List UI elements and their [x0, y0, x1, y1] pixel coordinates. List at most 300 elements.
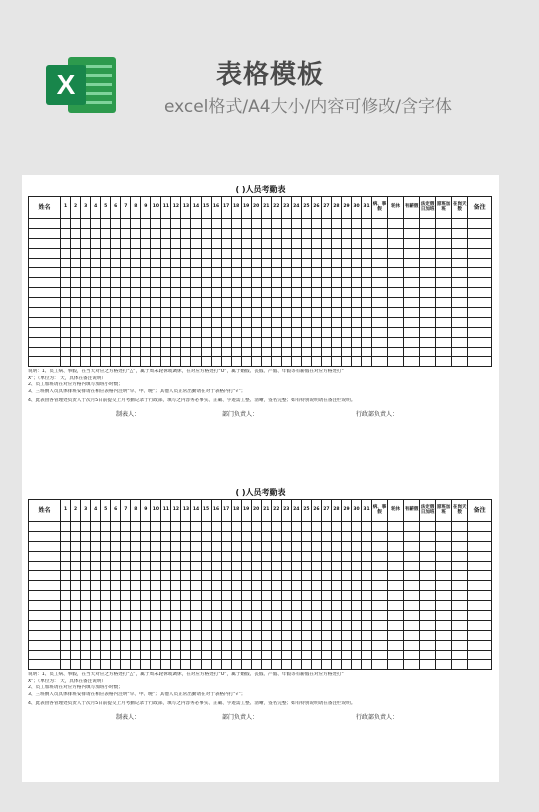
table-cell[interactable]	[241, 288, 251, 298]
table-cell[interactable]	[362, 522, 372, 532]
table-cell[interactable]	[211, 541, 221, 551]
table-cell[interactable]	[281, 357, 291, 367]
table-cell[interactable]	[301, 611, 311, 621]
table-cell[interactable]	[111, 327, 121, 337]
table-cell[interactable]	[141, 327, 151, 337]
table-cell[interactable]	[311, 522, 321, 532]
table-cell[interactable]	[321, 561, 331, 571]
table-cell[interactable]	[291, 347, 301, 357]
table-cell[interactable]	[436, 541, 452, 551]
table-cell[interactable]	[372, 650, 388, 660]
table-cell[interactable]	[111, 347, 121, 357]
table-cell[interactable]	[221, 660, 231, 670]
table-cell[interactable]	[171, 248, 181, 258]
table-cell[interactable]	[221, 551, 231, 561]
table-cell[interactable]	[101, 248, 111, 258]
table-cell[interactable]	[241, 611, 251, 621]
table-cell[interactable]	[436, 347, 452, 357]
table-cell[interactable]	[404, 522, 420, 532]
table-cell[interactable]	[191, 531, 201, 541]
table-cell[interactable]	[101, 650, 111, 660]
table-cell[interactable]	[291, 620, 301, 630]
table-cell[interactable]	[151, 228, 161, 238]
table-cell[interactable]	[452, 298, 468, 308]
table-cell[interactable]	[341, 591, 351, 601]
table-cell[interactable]	[351, 337, 361, 347]
table-cell[interactable]	[321, 258, 331, 268]
table-cell[interactable]	[61, 551, 71, 561]
table-cell[interactable]	[436, 551, 452, 561]
table-cell[interactable]	[351, 308, 361, 318]
table-cell[interactable]	[141, 228, 151, 238]
table-cell[interactable]	[81, 337, 91, 347]
table-cell[interactable]	[231, 522, 241, 532]
table-cell[interactable]	[362, 317, 372, 327]
table-cell[interactable]	[71, 522, 81, 532]
table-cell[interactable]	[271, 561, 281, 571]
table-cell[interactable]	[121, 620, 131, 630]
table-cell[interactable]	[271, 611, 281, 621]
table-cell[interactable]	[321, 630, 331, 640]
table-cell[interactable]	[211, 347, 221, 357]
table-cell[interactable]	[301, 531, 311, 541]
table-cell[interactable]	[221, 650, 231, 660]
table-cell[interactable]	[191, 561, 201, 571]
table-cell[interactable]	[61, 219, 71, 229]
table-cell[interactable]	[181, 611, 191, 621]
table-cell[interactable]	[151, 531, 161, 541]
table-cell[interactable]	[281, 268, 291, 278]
table-cell[interactable]	[468, 541, 492, 551]
table-cell[interactable]	[241, 591, 251, 601]
table-cell[interactable]	[261, 611, 271, 621]
table-cell[interactable]	[420, 317, 436, 327]
table-cell[interactable]	[261, 248, 271, 258]
table-cell[interactable]	[29, 571, 61, 581]
table-cell[interactable]	[151, 551, 161, 561]
table-cell[interactable]	[91, 531, 101, 541]
table-cell[interactable]	[341, 248, 351, 258]
table-cell[interactable]	[388, 288, 404, 298]
table-cell[interactable]	[362, 278, 372, 288]
table-cell[interactable]	[362, 531, 372, 541]
table-cell[interactable]	[61, 347, 71, 357]
table-cell[interactable]	[241, 650, 251, 660]
table-cell[interactable]	[29, 337, 61, 347]
table-cell[interactable]	[301, 278, 311, 288]
table-cell[interactable]	[71, 660, 81, 670]
table-cell[interactable]	[191, 298, 201, 308]
table-cell[interactable]	[341, 541, 351, 551]
table-cell[interactable]	[372, 531, 388, 541]
table-cell[interactable]	[161, 650, 171, 660]
table-cell[interactable]	[362, 620, 372, 630]
table-cell[interactable]	[331, 551, 341, 561]
table-cell[interactable]	[452, 601, 468, 611]
table-cell[interactable]	[271, 620, 281, 630]
table-cell[interactable]	[388, 337, 404, 347]
table-cell[interactable]	[372, 660, 388, 670]
table-cell[interactable]	[61, 531, 71, 541]
table-cell[interactable]	[101, 531, 111, 541]
table-cell[interactable]	[151, 268, 161, 278]
table-cell[interactable]	[372, 357, 388, 367]
table-cell[interactable]	[420, 228, 436, 238]
table-cell[interactable]	[71, 531, 81, 541]
table-cell[interactable]	[131, 288, 141, 298]
table-cell[interactable]	[161, 630, 171, 640]
table-cell[interactable]	[362, 601, 372, 611]
table-cell[interactable]	[341, 228, 351, 238]
table-cell[interactable]	[251, 620, 261, 630]
table-cell[interactable]	[81, 630, 91, 640]
table-cell[interactable]	[420, 581, 436, 591]
table-cell[interactable]	[311, 611, 321, 621]
table-cell[interactable]	[181, 650, 191, 660]
table-cell[interactable]	[261, 571, 271, 581]
table-cell[interactable]	[101, 522, 111, 532]
table-cell[interactable]	[91, 238, 101, 248]
table-cell[interactable]	[211, 650, 221, 660]
table-cell[interactable]	[341, 308, 351, 318]
table-cell[interactable]	[141, 561, 151, 571]
table-cell[interactable]	[131, 601, 141, 611]
table-cell[interactable]	[121, 591, 131, 601]
table-cell[interactable]	[281, 278, 291, 288]
table-cell[interactable]	[388, 640, 404, 650]
table-cell[interactable]	[81, 660, 91, 670]
table-cell[interactable]	[191, 347, 201, 357]
table-cell[interactable]	[388, 522, 404, 532]
table-cell[interactable]	[436, 531, 452, 541]
table-cell[interactable]	[131, 591, 141, 601]
table-cell[interactable]	[241, 561, 251, 571]
table-cell[interactable]	[362, 611, 372, 621]
table-cell[interactable]	[341, 357, 351, 367]
table-cell[interactable]	[436, 650, 452, 660]
table-cell[interactable]	[251, 650, 261, 660]
table-cell[interactable]	[191, 571, 201, 581]
table-cell[interactable]	[452, 228, 468, 238]
table-cell[interactable]	[351, 620, 361, 630]
table-cell[interactable]	[101, 228, 111, 238]
table-cell[interactable]	[191, 228, 201, 238]
table-cell[interactable]	[141, 601, 151, 611]
table-cell[interactable]	[362, 630, 372, 640]
table-cell[interactable]	[251, 347, 261, 357]
table-cell[interactable]	[436, 561, 452, 571]
table-cell[interactable]	[301, 541, 311, 551]
table-cell[interactable]	[468, 620, 492, 630]
table-cell[interactable]	[261, 601, 271, 611]
table-cell[interactable]	[81, 650, 91, 660]
table-cell[interactable]	[151, 278, 161, 288]
table-cell[interactable]	[71, 571, 81, 581]
table-cell[interactable]	[351, 561, 361, 571]
table-cell[interactable]	[404, 601, 420, 611]
table-cell[interactable]	[181, 308, 191, 318]
table-cell[interactable]	[171, 219, 181, 229]
table-cell[interactable]	[291, 611, 301, 621]
table-cell[interactable]	[271, 541, 281, 551]
table-cell[interactable]	[231, 581, 241, 591]
table-cell[interactable]	[311, 298, 321, 308]
table-cell[interactable]	[131, 219, 141, 229]
table-cell[interactable]	[91, 298, 101, 308]
table-cell[interactable]	[261, 258, 271, 268]
table-cell[interactable]	[261, 630, 271, 640]
table-cell[interactable]	[341, 347, 351, 357]
table-cell[interactable]	[362, 581, 372, 591]
table-cell[interactable]	[201, 551, 211, 561]
table-cell[interactable]	[181, 238, 191, 248]
table-cell[interactable]	[362, 228, 372, 238]
table-cell[interactable]	[468, 258, 492, 268]
table-cell[interactable]	[181, 660, 191, 670]
table-cell[interactable]	[291, 531, 301, 541]
table-cell[interactable]	[151, 298, 161, 308]
table-cell[interactable]	[301, 571, 311, 581]
table-cell[interactable]	[351, 581, 361, 591]
table-cell[interactable]	[351, 317, 361, 327]
table-cell[interactable]	[452, 357, 468, 367]
table-cell[interactable]	[241, 531, 251, 541]
table-cell[interactable]	[404, 238, 420, 248]
table-cell[interactable]	[151, 337, 161, 347]
table-cell[interactable]	[420, 268, 436, 278]
table-cell[interactable]	[362, 219, 372, 229]
table-cell[interactable]	[91, 611, 101, 621]
table-cell[interactable]	[436, 298, 452, 308]
table-cell[interactable]	[161, 327, 171, 337]
table-cell[interactable]	[351, 571, 361, 581]
table-cell[interactable]	[321, 238, 331, 248]
table-cell[interactable]	[291, 308, 301, 318]
table-cell[interactable]	[251, 591, 261, 601]
table-cell[interactable]	[161, 268, 171, 278]
table-cell[interactable]	[291, 571, 301, 581]
table-cell[interactable]	[241, 581, 251, 591]
table-cell[interactable]	[29, 228, 61, 238]
table-cell[interactable]	[311, 347, 321, 357]
table-cell[interactable]	[81, 522, 91, 532]
table-cell[interactable]	[131, 541, 141, 551]
table-cell[interactable]	[71, 219, 81, 229]
table-cell[interactable]	[151, 317, 161, 327]
table-cell[interactable]	[301, 308, 311, 318]
table-cell[interactable]	[91, 278, 101, 288]
table-cell[interactable]	[271, 219, 281, 229]
table-cell[interactable]	[81, 541, 91, 551]
table-cell[interactable]	[388, 357, 404, 367]
table-cell[interactable]	[321, 228, 331, 238]
table-cell[interactable]	[221, 308, 231, 318]
table-cell[interactable]	[388, 258, 404, 268]
table-cell[interactable]	[71, 551, 81, 561]
table-cell[interactable]	[151, 601, 161, 611]
table-cell[interactable]	[131, 238, 141, 248]
table-cell[interactable]	[141, 640, 151, 650]
table-cell[interactable]	[121, 298, 131, 308]
table-cell[interactable]	[331, 660, 341, 670]
table-cell[interactable]	[171, 347, 181, 357]
table-cell[interactable]	[404, 248, 420, 258]
table-cell[interactable]	[151, 248, 161, 258]
table-cell[interactable]	[181, 551, 191, 561]
table-cell[interactable]	[141, 268, 151, 278]
table-cell[interactable]	[251, 551, 261, 561]
table-cell[interactable]	[81, 327, 91, 337]
table-cell[interactable]	[468, 327, 492, 337]
table-cell[interactable]	[171, 591, 181, 601]
table-cell[interactable]	[111, 531, 121, 541]
table-cell[interactable]	[61, 620, 71, 630]
table-cell[interactable]	[101, 601, 111, 611]
table-cell[interactable]	[111, 268, 121, 278]
table-cell[interactable]	[151, 541, 161, 551]
table-cell[interactable]	[171, 561, 181, 571]
table-cell[interactable]	[221, 317, 231, 327]
table-cell[interactable]	[452, 347, 468, 357]
table-cell[interactable]	[452, 640, 468, 650]
table-cell[interactable]	[81, 601, 91, 611]
table-cell[interactable]	[291, 601, 301, 611]
table-cell[interactable]	[91, 551, 101, 561]
table-cell[interactable]	[121, 258, 131, 268]
table-cell[interactable]	[404, 327, 420, 337]
table-cell[interactable]	[388, 278, 404, 288]
table-cell[interactable]	[436, 278, 452, 288]
table-cell[interactable]	[436, 357, 452, 367]
table-cell[interactable]	[161, 317, 171, 327]
table-cell[interactable]	[151, 650, 161, 660]
table-cell[interactable]	[231, 561, 241, 571]
table-cell[interactable]	[372, 317, 388, 327]
table-cell[interactable]	[321, 660, 331, 670]
table-cell[interactable]	[261, 317, 271, 327]
table-cell[interactable]	[91, 561, 101, 571]
table-cell[interactable]	[91, 640, 101, 650]
table-cell[interactable]	[81, 620, 91, 630]
table-cell[interactable]	[131, 357, 141, 367]
table-cell[interactable]	[331, 308, 341, 318]
table-cell[interactable]	[181, 357, 191, 367]
table-cell[interactable]	[331, 327, 341, 337]
table-cell[interactable]	[161, 531, 171, 541]
table-cell[interactable]	[71, 228, 81, 238]
table-cell[interactable]	[91, 522, 101, 532]
table-cell[interactable]	[201, 347, 211, 357]
table-cell[interactable]	[101, 571, 111, 581]
table-cell[interactable]	[71, 357, 81, 367]
table-cell[interactable]	[221, 611, 231, 621]
table-cell[interactable]	[341, 640, 351, 650]
table-cell[interactable]	[91, 630, 101, 640]
table-cell[interactable]	[231, 640, 241, 650]
table-cell[interactable]	[29, 268, 61, 278]
table-cell[interactable]	[452, 219, 468, 229]
table-cell[interactable]	[452, 591, 468, 601]
table-cell[interactable]	[141, 238, 151, 248]
table-cell[interactable]	[151, 258, 161, 268]
table-cell[interactable]	[372, 278, 388, 288]
table-cell[interactable]	[301, 660, 311, 670]
table-cell[interactable]	[331, 620, 341, 630]
table-cell[interactable]	[111, 620, 121, 630]
table-cell[interactable]	[452, 551, 468, 561]
table-cell[interactable]	[231, 258, 241, 268]
table-cell[interactable]	[468, 630, 492, 640]
table-cell[interactable]	[331, 278, 341, 288]
table-cell[interactable]	[61, 650, 71, 660]
table-cell[interactable]	[151, 219, 161, 229]
table-cell[interactable]	[141, 630, 151, 640]
table-cell[interactable]	[91, 591, 101, 601]
table-cell[interactable]	[241, 551, 251, 561]
table-cell[interactable]	[271, 522, 281, 532]
table-cell[interactable]	[372, 571, 388, 581]
table-cell[interactable]	[171, 601, 181, 611]
table-cell[interactable]	[29, 258, 61, 268]
table-cell[interactable]	[211, 591, 221, 601]
table-cell[interactable]	[241, 258, 251, 268]
table-cell[interactable]	[291, 581, 301, 591]
table-cell[interactable]	[211, 248, 221, 258]
table-cell[interactable]	[151, 620, 161, 630]
table-cell[interactable]	[71, 581, 81, 591]
table-cell[interactable]	[436, 219, 452, 229]
table-cell[interactable]	[291, 268, 301, 278]
table-cell[interactable]	[251, 357, 261, 367]
table-cell[interactable]	[311, 561, 321, 571]
table-cell[interactable]	[452, 288, 468, 298]
table-cell[interactable]	[241, 228, 251, 238]
table-cell[interactable]	[141, 347, 151, 357]
table-cell[interactable]	[161, 561, 171, 571]
table-cell[interactable]	[251, 248, 261, 258]
table-cell[interactable]	[111, 357, 121, 367]
table-cell[interactable]	[311, 327, 321, 337]
table-cell[interactable]	[201, 611, 211, 621]
table-cell[interactable]	[372, 522, 388, 532]
table-cell[interactable]	[111, 581, 121, 591]
table-cell[interactable]	[211, 308, 221, 318]
table-cell[interactable]	[121, 522, 131, 532]
table-cell[interactable]	[121, 640, 131, 650]
table-cell[interactable]	[29, 591, 61, 601]
table-cell[interactable]	[61, 640, 71, 650]
table-cell[interactable]	[241, 357, 251, 367]
table-cell[interactable]	[91, 317, 101, 327]
table-cell[interactable]	[151, 571, 161, 581]
table-cell[interactable]	[331, 541, 341, 551]
table-cell[interactable]	[151, 591, 161, 601]
table-cell[interactable]	[420, 278, 436, 288]
table-cell[interactable]	[341, 630, 351, 640]
table-cell[interactable]	[201, 522, 211, 532]
table-cell[interactable]	[271, 347, 281, 357]
table-cell[interactable]	[171, 620, 181, 630]
table-cell[interactable]	[468, 611, 492, 621]
table-cell[interactable]	[29, 288, 61, 298]
table-cell[interactable]	[351, 288, 361, 298]
table-cell[interactable]	[101, 620, 111, 630]
table-cell[interactable]	[351, 347, 361, 357]
table-cell[interactable]	[362, 327, 372, 337]
table-cell[interactable]	[362, 337, 372, 347]
table-cell[interactable]	[111, 248, 121, 258]
table-cell[interactable]	[436, 317, 452, 327]
